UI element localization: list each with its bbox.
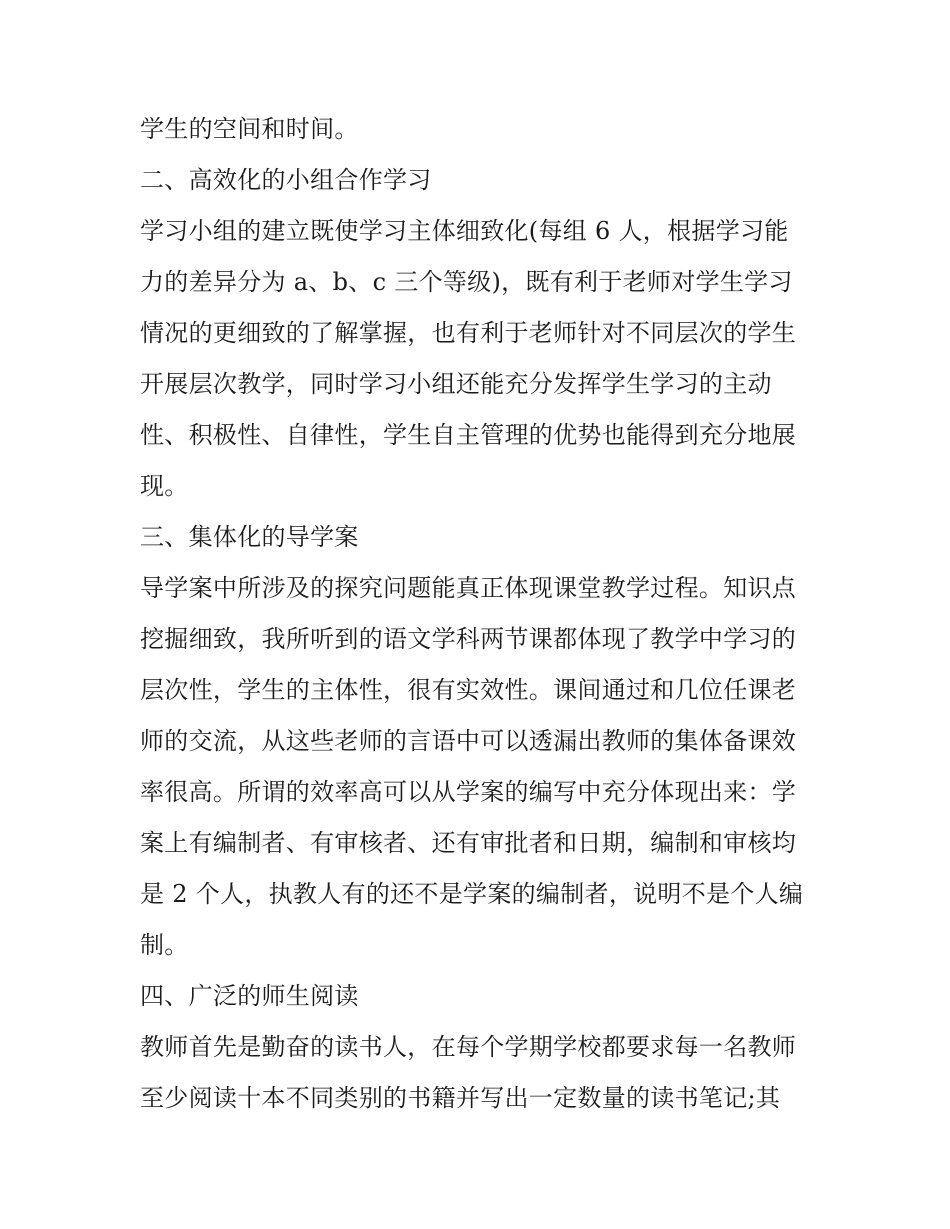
section-heading: 四、广泛的师生阅读 <box>140 982 359 1010</box>
text-line: 制。 <box>140 931 189 959</box>
section-heading: 三、集体化的导学案 <box>140 523 359 551</box>
section-heading: 二、高效化的小组合作学习 <box>140 166 432 194</box>
text-line: 现。 <box>140 472 189 500</box>
text-line: 挖掘细致，我所听到的语文学科两节课都体现了教学中学习的 <box>140 625 797 653</box>
text-line: 性、积极性、自律性，学生自主管理的优势也能得到充分地展 <box>140 421 797 449</box>
text-line: 学习小组的建立既使学习主体细致化(每组 6 人，根据学习能 <box>140 217 789 245</box>
text-line: 教师首先是勤奋的读书人，在每个学期学校都要求每一名教师 <box>140 1033 797 1061</box>
document-body <box>140 104 820 1124</box>
text-line: 力的差异分为 a、b、c 三个等级)，既有利于老师对学生学习 <box>140 268 793 296</box>
text-line: 师的交流，从这些老师的言语中可以透漏出教师的集体备课效 <box>140 727 797 755</box>
text-line: 至少阅读十本不同类别的书籍并写出一定数量的读书笔记;其 <box>140 1084 781 1112</box>
text-line: 开展层次教学，同时学习小组还能充分发挥学生学习的主动 <box>140 370 772 398</box>
text-line: 是 2 个人，执教人有的还不是学案的编制者，说明不是个人编 <box>140 880 804 908</box>
text-line: 情况的更细致的了解掌握，也有利于老师针对不同层次的学生 <box>140 319 797 347</box>
text-line: 层次性，学生的主体性，很有实效性。课间通过和几位任课老 <box>140 676 797 704</box>
text-line: 导学案中所涉及的探究问题能真正体现课堂教学过程。知识点 <box>140 574 797 602</box>
text-line: 案上有编制者、有审核者、还有审批者和日期，编制和审核均 <box>140 829 797 857</box>
text-line: 学生的空间和时间。 <box>140 115 359 143</box>
text-line: 率很高。所谓的效率高可以从学案的编写中充分体现出来：学 <box>140 778 797 806</box>
